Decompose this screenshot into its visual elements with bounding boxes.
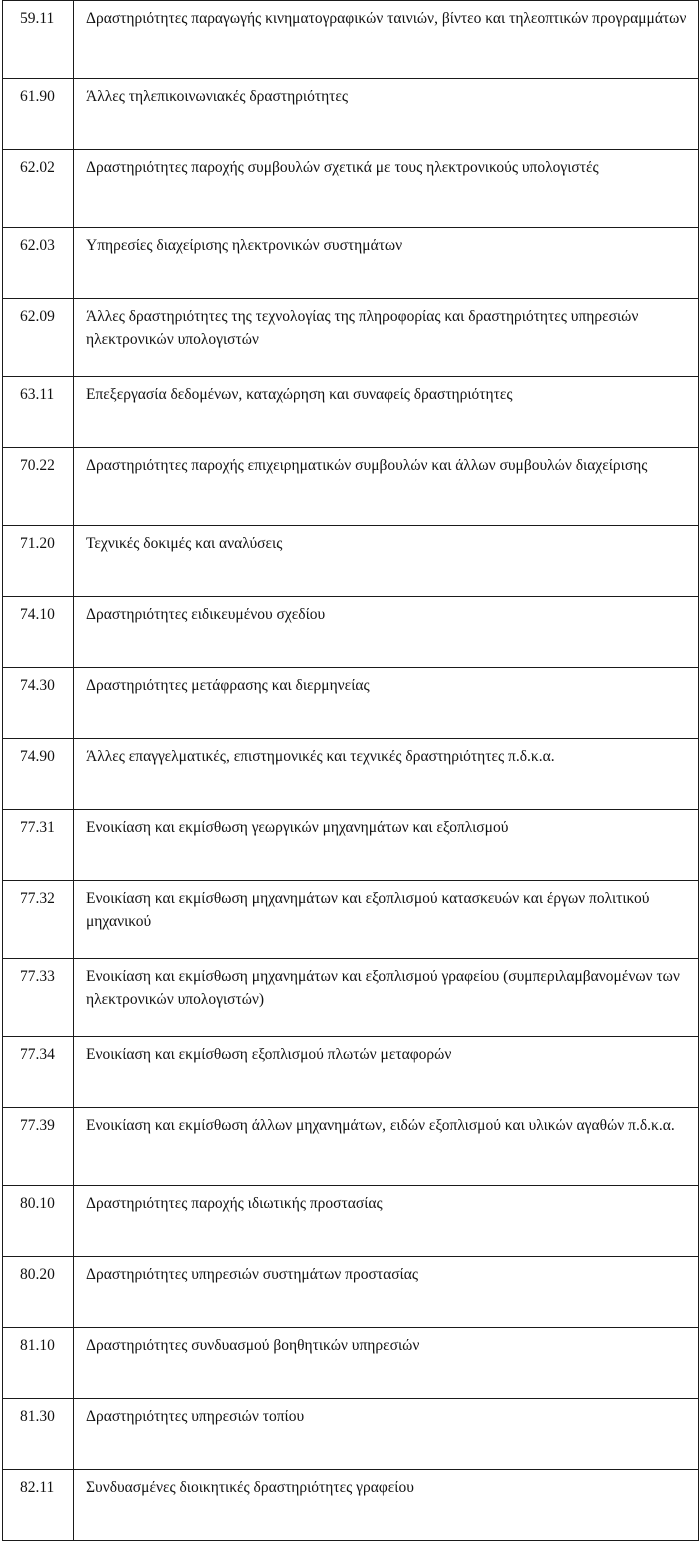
activity-description: Δραστηριότητες παροχής επιχειρηματικών συμβουλών και άλλων συμβουλών διαχείρισης <box>74 448 699 526</box>
activity-description: Δραστηριότητες υπηρεσιών τοπίου <box>74 1399 699 1470</box>
table-row <box>3 299 699 377</box>
table-row <box>3 377 699 448</box>
table-row <box>3 959 699 1037</box>
activity-code: 74.10 <box>3 597 74 668</box>
activity-code: 81.10 <box>3 1328 74 1399</box>
activity-codes-table <box>2 0 699 1541</box>
table-row <box>3 597 699 668</box>
table-row <box>3 79 699 150</box>
activity-code: 81.30 <box>3 1399 74 1470</box>
activity-code: 74.90 <box>3 739 74 810</box>
activity-description: Υπηρεσίες διαχείρισης ηλεκτρονικών συστημάτων <box>74 228 699 299</box>
activity-description: Ενοικίαση και εκμίσθωση άλλων μηχανημάτων, ειδών εξοπλισμού και υλικών αγαθών π.δ.κ.α. <box>74 1108 699 1186</box>
activity-description: Δραστηριότητες ειδικευμένου σχεδίου <box>74 597 699 668</box>
activity-code: 77.32 <box>3 881 74 959</box>
table-row <box>3 448 699 526</box>
activity-code: 80.10 <box>3 1186 74 1257</box>
table-row <box>3 1 699 79</box>
activity-description: Δραστηριότητες παροχής ιδιωτικής προστασίας <box>74 1186 699 1257</box>
table-row <box>3 1186 699 1257</box>
activity-description: Ενοικίαση και εκμίσθωση μηχανημάτων και εξοπλισμού γραφείου (συμπεριλαμβανομένων των ηλεκτρονικών υπολογιστών) <box>74 959 699 1037</box>
activity-code: 62.09 <box>3 299 74 377</box>
activity-description: Άλλες επαγγελματικές, επιστημονικές και τεχνικές δραστηριότητες π.δ.κ.α. <box>74 739 699 810</box>
activity-code: 71.20 <box>3 526 74 597</box>
activity-code: 82.11 <box>3 1470 74 1541</box>
activity-description: Δραστηριότητες υπηρεσιών συστημάτων προστασίας <box>74 1257 699 1328</box>
table-row <box>3 1470 699 1541</box>
activity-description: Τεχνικές δοκιμές και αναλύσεις <box>74 526 699 597</box>
activity-code: 77.31 <box>3 810 74 881</box>
activity-description: Δραστηριότητες συνδυασμού βοηθητικών υπηρεσιών <box>74 1328 699 1399</box>
activity-code: 77.39 <box>3 1108 74 1186</box>
table-row <box>3 1108 699 1186</box>
table-row <box>3 668 699 739</box>
table-row <box>3 526 699 597</box>
activity-description: Επεξεργασία δεδομένων, καταχώρηση και συναφείς δραστηριότητες <box>74 377 699 448</box>
activity-description: Άλλες τηλεπικοινωνιακές δραστηριότητες <box>74 79 699 150</box>
activity-code: 70.22 <box>3 448 74 526</box>
activity-code: 61.90 <box>3 79 74 150</box>
activity-description: Ενοικίαση και εκμίσθωση γεωργικών μηχανημάτων και εξοπλισμού <box>74 810 699 881</box>
table-row <box>3 1399 699 1470</box>
table-row <box>3 1257 699 1328</box>
activity-code: 74.30 <box>3 668 74 739</box>
activity-description: Ενοικίαση και εκμίσθωση εξοπλισμού πλωτών μεταφορών <box>74 1037 699 1108</box>
activity-description: Δραστηριότητες παραγωγής κινηματογραφικών ταινιών, βίντεο και τηλεοπτικών προγραμμάτων <box>74 1 699 79</box>
activity-description: Άλλες δραστηριότητες της τεχνολογίας της πληροφορίας και δραστηριότητες υπηρεσιών ηλεκτρονικών υπολογιστών <box>74 299 699 377</box>
activity-code: 80.20 <box>3 1257 74 1328</box>
table-row <box>3 810 699 881</box>
activity-code: 62.03 <box>3 228 74 299</box>
activity-description: Συνδυασμένες διοικητικές δραστηριότητες γραφείου <box>74 1470 699 1541</box>
activity-description: Ενοικίαση και εκμίσθωση μηχανημάτων και εξοπλισμού κατασκευών και έργων πολιτικού μηχανικού <box>74 881 699 959</box>
table-row <box>3 881 699 959</box>
activity-code: 77.33 <box>3 959 74 1037</box>
activity-description: Δραστηριότητες μετάφρασης και διερμηνείας <box>74 668 699 739</box>
table-row <box>3 1328 699 1399</box>
activity-code: 77.34 <box>3 1037 74 1108</box>
table-row <box>3 228 699 299</box>
activity-code: 63.11 <box>3 377 74 448</box>
activity-description: Δραστηριότητες παροχής συμβουλών σχετικά με τους ηλεκτρονικούς υπολογιστές <box>74 150 699 228</box>
table-row <box>3 150 699 228</box>
activity-code: 59.11 <box>3 1 74 79</box>
table-row <box>3 1037 699 1108</box>
activity-code: 62.02 <box>3 150 74 228</box>
table-row <box>3 739 699 810</box>
activity-codes-body <box>3 1 699 1541</box>
